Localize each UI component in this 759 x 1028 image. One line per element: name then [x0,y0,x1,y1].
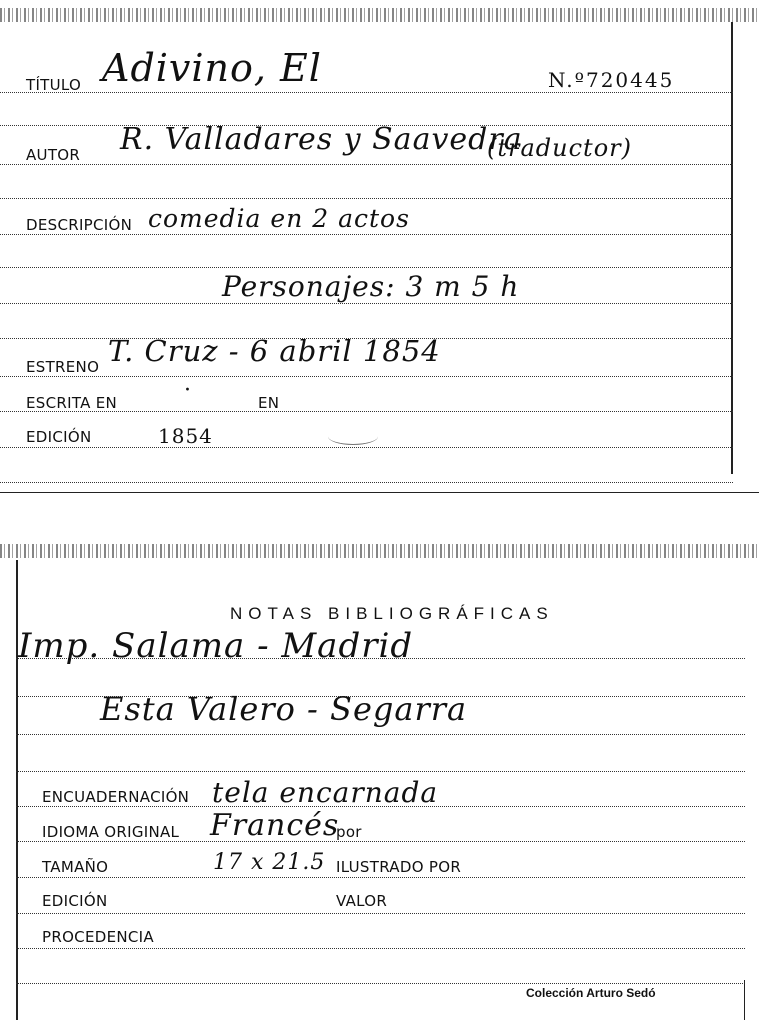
rule-line [0,267,733,268]
rule-line [0,447,733,448]
rule-line [0,234,733,235]
catalog-card-back [0,540,759,1028]
rule-line [16,771,745,772]
escrita-en-label: ESCRITA EN [26,394,118,412]
titulo-label: TÍTULO [26,76,82,94]
descripcion-value: comedia en 2 actos [148,204,410,233]
descripcion-label: DESCRIPCIÓN [26,216,133,234]
tamano-value: 17 x 21.5 [213,850,326,875]
notas-heading: NOTAS BIBLIOGRÁFICAS [230,604,554,623]
titulo-value: Adivino, El [102,46,322,90]
personajes-value: Personajes: 3 m 5 h [222,270,520,303]
note-line-2: Esta Valero - Segarra [100,690,468,728]
rule-line [0,376,733,377]
rule-line [0,303,733,304]
rule-line [0,198,733,199]
edicion-label: EDICIÓN [42,892,108,910]
rule-line [16,841,745,842]
idioma-original-label: IDIOMA ORIGINAL [42,823,180,841]
estreno-value: T. Cruz - 6 abril 1854 [108,334,441,368]
card-top-edge [0,544,759,558]
registry-number: N.º720445 [548,68,675,92]
collection-stamp: Colección Arturo Sedó [526,986,656,1000]
valor-label: VALOR [336,892,388,910]
card-front-bottom-edge [0,492,759,493]
encuadernacion-value: tela encarnada [212,776,439,809]
rule-line [16,983,745,984]
card-top-edge [0,8,759,22]
edicion-label: EDICIÓN [26,428,92,446]
note-line-1: Imp. Salama - Madrid [18,626,414,666]
ink-smudge [328,428,378,445]
ilustrado-por-label: ILUSTRADO POR [336,858,462,876]
rule-line [0,482,733,483]
catalog-card-front: TÍTULO Adivino, El N.º720445 AUTOR R. Valladares y Saavedra (traductor) DESCRIPCIÓN comedia en 2 actos Personajes: 3 m 5 h ESTRENO T. Cruz - 6 abril 1854 ESCRITA EN · EN EDICIÓN 1854 [0,0,759,495]
por-label: por [336,823,362,841]
estreno-label: ESTRENO [26,358,100,376]
tamano-label: TAMAÑO [42,858,109,876]
rule-line [16,948,745,949]
edicion-value: 1854 [158,424,213,448]
rule-line [16,877,745,878]
autor-role: (traductor) [487,134,632,162]
rule-line [0,92,733,93]
en-label: EN [258,394,280,412]
card-corner-mark [744,980,745,1020]
rule-line [16,913,745,914]
rule-line [0,164,733,165]
autor-label: AUTOR [26,146,81,164]
procedencia-label: PROCEDENCIA [42,928,154,946]
autor-value: R. Valladares y Saavedra [120,122,523,157]
card-right-border [731,22,733,474]
encuadernacion-label: ENCUADERNACIÓN [42,788,190,806]
rule-line [16,734,745,735]
idioma-original-value: Francés [210,808,340,843]
